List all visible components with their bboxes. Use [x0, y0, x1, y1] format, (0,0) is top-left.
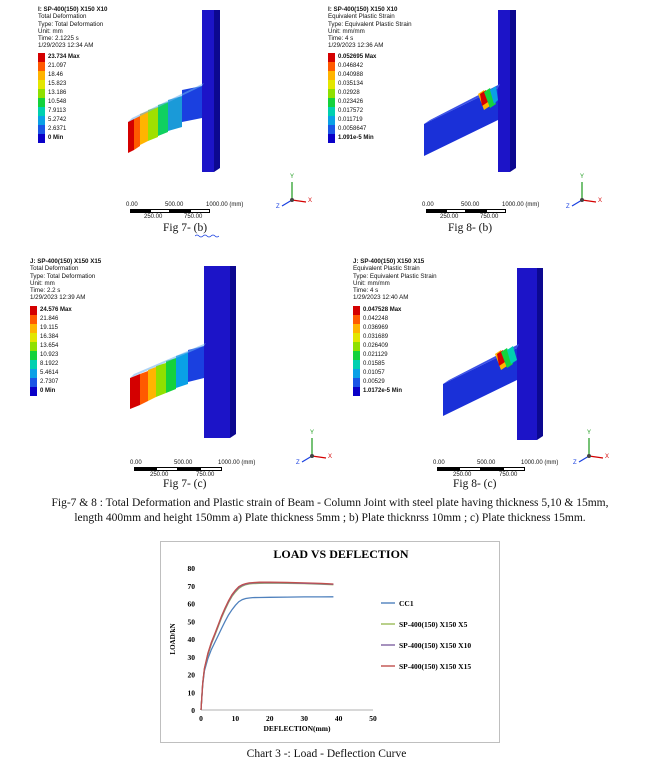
axis-z-label: Z	[566, 204, 570, 210]
header-line: Type: Equivalent Plastic Strain	[353, 272, 437, 280]
axis-y-label: Y	[290, 174, 295, 180]
axis-y-label: Y	[580, 174, 585, 180]
legend-label: 0.021129	[363, 352, 388, 358]
legend-label: 0.035134	[338, 81, 364, 87]
legend-label: 1.0172e-5 Min	[363, 388, 403, 394]
header-line: Total Deformation	[38, 13, 87, 21]
header-line: Unit: mm	[38, 27, 63, 35]
legend-swatch	[328, 89, 335, 98]
fea-model-plastic-strain	[443, 268, 563, 458]
legend-swatch	[328, 134, 335, 143]
legend-swatch	[38, 116, 45, 125]
scale-label: 250.00	[144, 214, 163, 220]
legend-label: CC1	[399, 599, 414, 608]
header-line: 1/29/2023 12:36 AM	[328, 42, 384, 50]
series-line	[201, 583, 333, 710]
panel-header	[353, 258, 437, 302]
legend-label: 0.047528 Max	[363, 307, 402, 313]
legend-label: 0.011719	[338, 117, 363, 123]
scale-segment	[446, 209, 466, 213]
axis-triad-icon	[568, 176, 608, 212]
x-tick-label: 40	[334, 714, 343, 723]
scale-label: 750.00	[480, 214, 499, 220]
scale-segment	[150, 209, 170, 213]
scale-bar	[130, 460, 256, 480]
legend-swatch	[328, 116, 335, 125]
legend-label: 0.052695 Max	[338, 54, 377, 60]
legend-swatch	[353, 342, 360, 351]
legend-swatch	[38, 125, 45, 134]
header-line: I: SP-400(150) X150 X10	[38, 6, 108, 13]
legend-label: 16.384	[40, 334, 59, 340]
legend-swatch	[38, 134, 45, 143]
scale-bar	[422, 202, 542, 222]
legend-swatch	[353, 387, 360, 396]
scale-label: 0.00	[433, 460, 445, 466]
legend-label: 0 Min	[40, 388, 56, 394]
legend-label: 0.042248	[363, 316, 389, 322]
scale-label: 1000.00 (mm)	[502, 202, 540, 208]
header-line: Time: 4 s	[328, 35, 354, 43]
axis-z-label: Z	[573, 460, 577, 466]
legend-swatch	[328, 62, 335, 71]
legend-label: 0 Min	[48, 135, 64, 141]
scale-label: 500.00	[477, 460, 496, 466]
header-line: 1/29/2023 12:39 AM	[30, 294, 86, 302]
legend-label: 5.2742	[48, 117, 67, 123]
legend-swatch	[30, 378, 37, 387]
y-tick-label: 20	[187, 670, 195, 680]
legend-label: 0.026409	[363, 343, 389, 349]
header-line: J: SP-400(150) X150 X15	[353, 258, 425, 265]
scale-label: 0.00	[126, 202, 138, 208]
header-line: Time: 2.2 s	[30, 287, 61, 295]
scale-label: 500.00	[461, 202, 480, 208]
scale-segment	[130, 209, 150, 213]
y-tick-label: 70	[187, 581, 195, 591]
scale-segment	[486, 209, 506, 213]
legend-swatch	[353, 333, 360, 342]
legend-label: 15.823	[48, 81, 67, 87]
legend-swatch	[38, 98, 45, 107]
legend-label: 18.46	[48, 72, 64, 78]
legend-swatch	[353, 324, 360, 333]
panel-fig8b	[328, 6, 628, 236]
legend-swatch	[38, 71, 45, 80]
y-tick-label: 80	[187, 564, 195, 573]
y-tick-label: 0	[191, 706, 195, 715]
fea-model-deformation	[128, 10, 228, 190]
x-tick-label: 20	[266, 714, 274, 723]
axis-y-label: Y	[587, 430, 592, 436]
spellcheck-squiggle	[195, 234, 219, 239]
legend-label: 2.7307	[40, 379, 59, 385]
x-axis-label: DEFLECTION(mm)	[263, 724, 331, 733]
legend-label: 0.0058647	[338, 126, 367, 132]
y-tick-label: 10	[187, 688, 195, 698]
header-line: Equivalent Plastic Strain	[328, 13, 395, 21]
header-line: J: SP-400(150) X150 X15	[30, 258, 102, 265]
scale-label: 750.00	[499, 472, 518, 478]
scale-label: 250.00	[453, 472, 472, 478]
legend-swatch	[353, 360, 360, 369]
legend-swatch	[30, 306, 37, 315]
scale-segment	[134, 467, 156, 471]
legend-label: 0.046842	[338, 63, 364, 69]
legend-swatch	[353, 369, 360, 378]
legend-swatch	[38, 53, 45, 62]
legend-swatch	[38, 62, 45, 71]
header-line: Type: Equivalent Plastic Strain	[328, 20, 412, 28]
legend-label: 0.02928	[338, 90, 360, 96]
scale-segment	[426, 209, 446, 213]
header-line: 1/29/2023 12:40 AM	[353, 294, 409, 302]
legend-swatch	[328, 107, 335, 116]
series-line	[201, 583, 333, 710]
scale-label: 1000.00 (mm)	[206, 202, 244, 208]
scale-segment	[503, 467, 525, 471]
fea-model-plastic-strain	[424, 10, 524, 190]
header-line: Equivalent Plastic Strain	[353, 265, 420, 273]
header-line: Type: Total Deformation	[30, 272, 96, 280]
header-line: Unit: mm	[30, 279, 55, 287]
series-line	[201, 582, 333, 710]
legend-label: 8.1922	[40, 361, 59, 367]
header-line: Unit: mm/mm	[353, 279, 390, 287]
legend-label: SP-400(150) X150 X10	[399, 641, 472, 650]
scale-label: 250.00	[150, 472, 169, 478]
panel-fig8c	[353, 258, 643, 488]
scale-label: 1000.00 (mm)	[218, 460, 256, 466]
legend-swatch	[38, 107, 45, 116]
y-tick-label: 40	[187, 635, 195, 644]
x-tick-label: 0	[199, 714, 203, 723]
legend-label: 13.186	[48, 90, 67, 96]
scale-label: 500.00	[165, 202, 184, 208]
x-tick-label: 50	[369, 714, 377, 723]
legend-label: 10.923	[40, 352, 59, 358]
scale-segment	[459, 467, 481, 471]
legend-label: 0.040988	[338, 72, 364, 78]
legend-swatch	[353, 351, 360, 360]
scale-label: 0.00	[130, 460, 142, 466]
axis-triad-icon	[278, 176, 318, 212]
panel-header	[30, 258, 101, 302]
legend-swatch	[30, 342, 37, 351]
chart-title: LOAD VS DEFLECTION	[273, 547, 409, 561]
scale-label: 0.00	[422, 202, 434, 208]
axis-triad-icon	[575, 432, 615, 468]
scale-label: 750.00	[184, 214, 203, 220]
axis-x-label: X	[308, 198, 313, 204]
legend-swatch	[353, 306, 360, 315]
panel-fig7c	[30, 258, 333, 488]
x-tick-label: 30	[300, 714, 308, 723]
scale-segment	[481, 467, 503, 471]
header-line: Unit: mm/mm	[328, 27, 365, 35]
axis-z-label: Z	[276, 204, 280, 210]
scale-label: 1000.00 (mm)	[521, 460, 559, 466]
y-axis-label: LOAD/kN	[169, 623, 177, 655]
legend-swatch	[328, 53, 335, 62]
header-line: Time: 2.1225 s	[38, 35, 79, 43]
fea-model-deformation	[130, 266, 250, 456]
scale-bar	[126, 202, 246, 222]
figure-caption: Fig-7 & 8 : Total Deformation and Plastic strain of Beam - Column Joint with steel plate having thickness 5,10 & 15mm, length 400mm and height 150mm a) Plate thickness 5mm ; b) Plate thicknrss 10mm ; c) Plate thickness 15mm.	[51, 497, 609, 524]
legend-swatch	[38, 89, 45, 98]
panel-fig7b	[38, 6, 338, 236]
legend-label: 0.00529	[363, 379, 385, 385]
legend-label: 24.576 Max	[40, 307, 72, 313]
legend-label: 0.036969	[363, 325, 389, 331]
scale-bar	[433, 460, 563, 480]
chart-caption: Chart 3 -: Load - Deflection Curve	[246, 748, 407, 760]
legend-swatch	[30, 315, 37, 324]
legend-swatch	[30, 369, 37, 378]
legend-label: 21.097	[48, 63, 67, 69]
header-line: 1/29/2023 12:34 AM	[38, 42, 94, 50]
legend-swatch	[30, 333, 37, 342]
header-line: Total Deformation	[30, 265, 79, 273]
series-line	[201, 597, 333, 710]
legend-label: 21.846	[40, 316, 59, 322]
legend-swatch	[328, 71, 335, 80]
axis-x-label: X	[605, 454, 610, 460]
header-line: I: SP-400(150) X150 X10	[328, 6, 398, 13]
legend-swatch	[353, 315, 360, 324]
legend-label: 13.654	[40, 343, 59, 349]
legend-label: 0.01057	[363, 370, 385, 376]
legend-swatch	[38, 80, 45, 89]
axis-x-label: X	[598, 198, 603, 204]
axis-z-label: Z	[296, 460, 300, 466]
legend-swatch	[30, 387, 37, 396]
x-tick-label: 10	[231, 714, 240, 723]
fig-caption: Fig 8- (b)	[448, 222, 493, 234]
header-line: Time: 4 s	[353, 287, 379, 295]
scale-segment	[466, 209, 486, 213]
legend-label: 5.4614	[40, 370, 59, 376]
panel-header	[328, 6, 412, 50]
scale-segment	[200, 467, 222, 471]
legend-label: 0.023426	[338, 99, 364, 105]
axis-x-label: X	[328, 454, 333, 460]
legend-label: 10.548	[48, 99, 67, 105]
legend-label: 2.6371	[48, 126, 67, 132]
load-deflection-chart	[160, 541, 500, 743]
scale-segment	[156, 467, 178, 471]
header-line: Type: Total Deformation	[38, 20, 104, 28]
legend-swatch	[30, 324, 37, 333]
fig-caption: Fig 8- (c)	[453, 478, 497, 490]
scale-segment	[178, 467, 200, 471]
legend-swatch	[328, 125, 335, 134]
y-tick-label: 60	[187, 599, 195, 609]
legend-label: 0.017572	[338, 108, 364, 114]
chart-svg	[161, 542, 499, 742]
legend-label: SP-400(150) X150 X5	[399, 620, 468, 629]
legend-swatch	[328, 98, 335, 107]
panel-header	[38, 6, 107, 50]
scale-segment	[190, 209, 210, 213]
legend-label: SP-400(150) X150 X15	[399, 662, 472, 671]
scale-label: 500.00	[174, 460, 193, 466]
fig-caption: Fig 7- (c)	[163, 478, 207, 490]
legend-swatch	[353, 378, 360, 387]
legend-label: 23.734 Max	[48, 54, 80, 60]
legend-swatch	[30, 360, 37, 369]
fig-caption: Fig 7- (b)	[163, 222, 208, 234]
axis-y-label: Y	[310, 430, 315, 436]
legend-swatch	[328, 80, 335, 89]
legend-label: 1.091e-5 Min	[338, 135, 374, 141]
scale-segment	[170, 209, 190, 213]
legend-label: 0.031689	[363, 334, 389, 340]
scale-segment	[437, 467, 459, 471]
legend-label: 7.9113	[48, 108, 66, 114]
scale-label: 250.00	[440, 214, 459, 220]
y-tick-label: 30	[187, 652, 195, 662]
axis-triad-icon	[298, 432, 338, 468]
legend-swatch	[30, 351, 37, 360]
legend-label: 19.115	[40, 325, 58, 331]
y-tick-label: 50	[187, 617, 195, 627]
legend-label: 0.01585	[363, 361, 385, 367]
scale-label: 750.00	[196, 472, 215, 478]
